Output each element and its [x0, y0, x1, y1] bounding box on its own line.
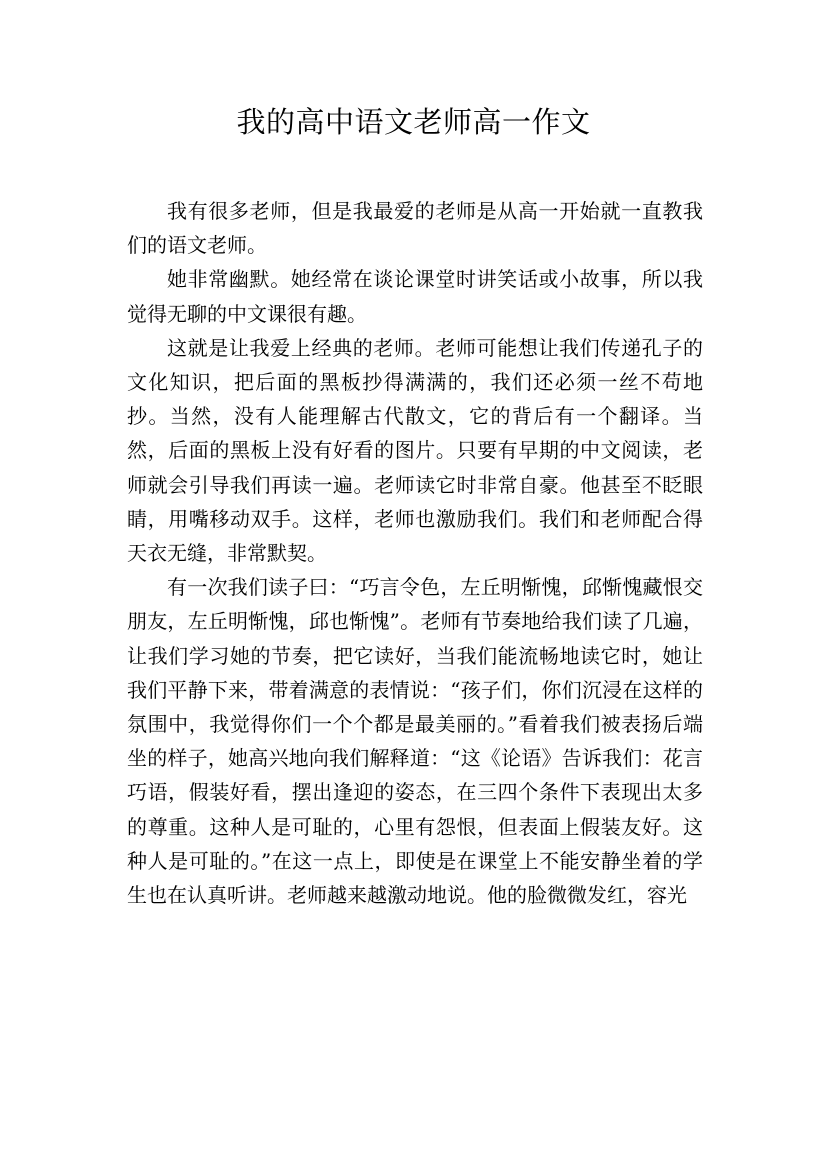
document-title: 我的高中语文老师高一作文: [236, 105, 591, 139]
paragraph: 我有很多老师，但是我最爱的老师是从高一开始就一直教我们的语文老师。: [127, 199, 703, 258]
paragraph: 她非常幽默。她经常在谈论课堂时讲笑话或小故事，所以我觉得无聊的中文课很有趣。: [127, 267, 703, 326]
paragraph: 这就是让我爱上经典的老师。老师可能想让我们传递孔子的文化知识，把后面的黑板抄得满满的，我们还必须一丝不苟地抄。当然，没有人能理解古代散文，它的背后有一个翻译。当然，后面的黑板上没有好看的图片。只要有早期的中文阅读，老师就会引导我们再读一遍。老师读它时非常自豪。他甚至不眨眼睛，用嘴移动双手。这样，老师也激励我们。我们和老师配合得天衣无缝，非常默契。: [127, 335, 703, 566]
paragraph: 有一次我们读子曰：“巧言令色，左丘明惭愧，邱惭愧藏恨交朋友，左丘明惭愧，邱也惭愧”。老师有节奏地给我们读了几遍，让我们学习她的节奏，把它读好，当我们能流畅地读它时，她让我们平静下来，带着满意的表情说：“孩子们，你们沉浸在这样的氛围中，我觉得你们一个个都是最美丽的。”看着我们被表扬后端坐的样子，她高兴地向我们解释道：“这《论语》告诉我们：花言巧语，假装好看，摆出逢迎的姿态，在三四个条件下表现出太多的尊重。这种人是可耻的，心里有怨恨，但表面上假装友好。这种人是可耻的。”在这一点上，即使是在课堂上不能安静坐着的学生也在认真听讲。老师越来越激动地说。他的脸微微发红，容光: [127, 575, 703, 908]
document-body: [127, 194, 703, 912]
